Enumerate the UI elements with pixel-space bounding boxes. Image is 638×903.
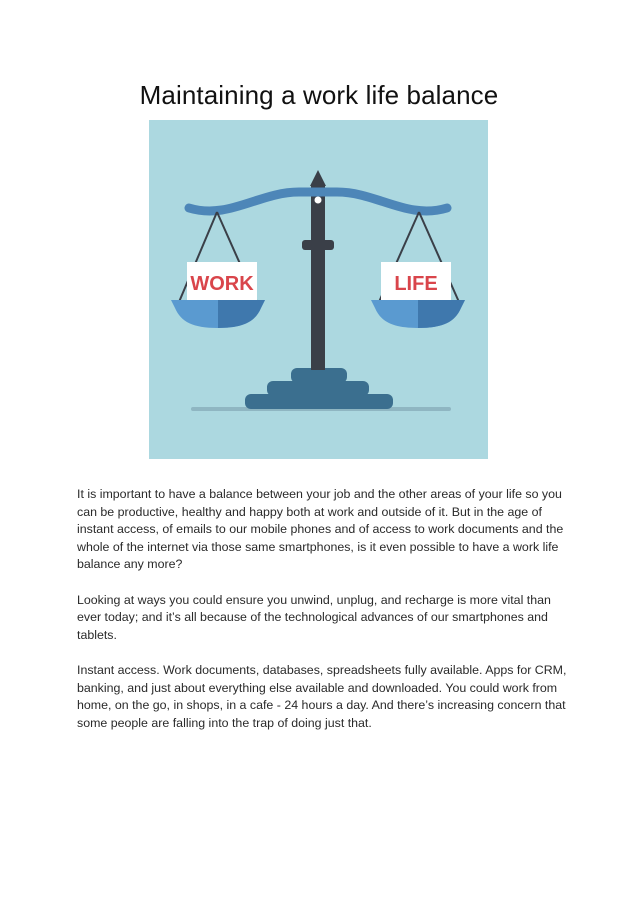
paragraph-1: It is important to have a balance between your job and the other areas of your life so you can be productive, healthy and happy both at work and outside of it. But in the age of instant access, of emails to our mobile phones and of access to work documents and the whole of the internet via those same smartphones, is it even possible to have a work life balance any more? <box>77 487 564 572</box>
beam-pivot <box>315 197 322 204</box>
base-top-tier <box>291 368 347 383</box>
paragraph-3: Instant access. Work documents, databases, spreadsheets fully available. Apps for CRM, banking, and just about everything else available and downloaded. You could work from home, on the go, in shops, in a cafe - 24 hours a day. And there’s increasing concern that some people are falling into the trap of doing just that. <box>77 662 567 730</box>
life-label: LIFE <box>394 273 438 295</box>
pole-finial <box>310 170 326 186</box>
base-bottom-tier <box>245 394 393 409</box>
base-middle-tier <box>267 381 369 396</box>
balance-scale-icon <box>149 120 488 459</box>
scale-pole <box>311 186 325 370</box>
work-label: WORK <box>190 273 254 295</box>
article-body <box>77 486 577 750</box>
page-title: Maintaining a work life balance <box>139 80 499 110</box>
balance-scale-illustration <box>149 120 488 459</box>
pole-collar <box>302 240 334 250</box>
paragraph-2: Looking at ways you could ensure you unwind, unplug, and recharge is more vital than ever today; and it’s all because of the technological advances of our smartphones and tablets. <box>77 592 551 642</box>
